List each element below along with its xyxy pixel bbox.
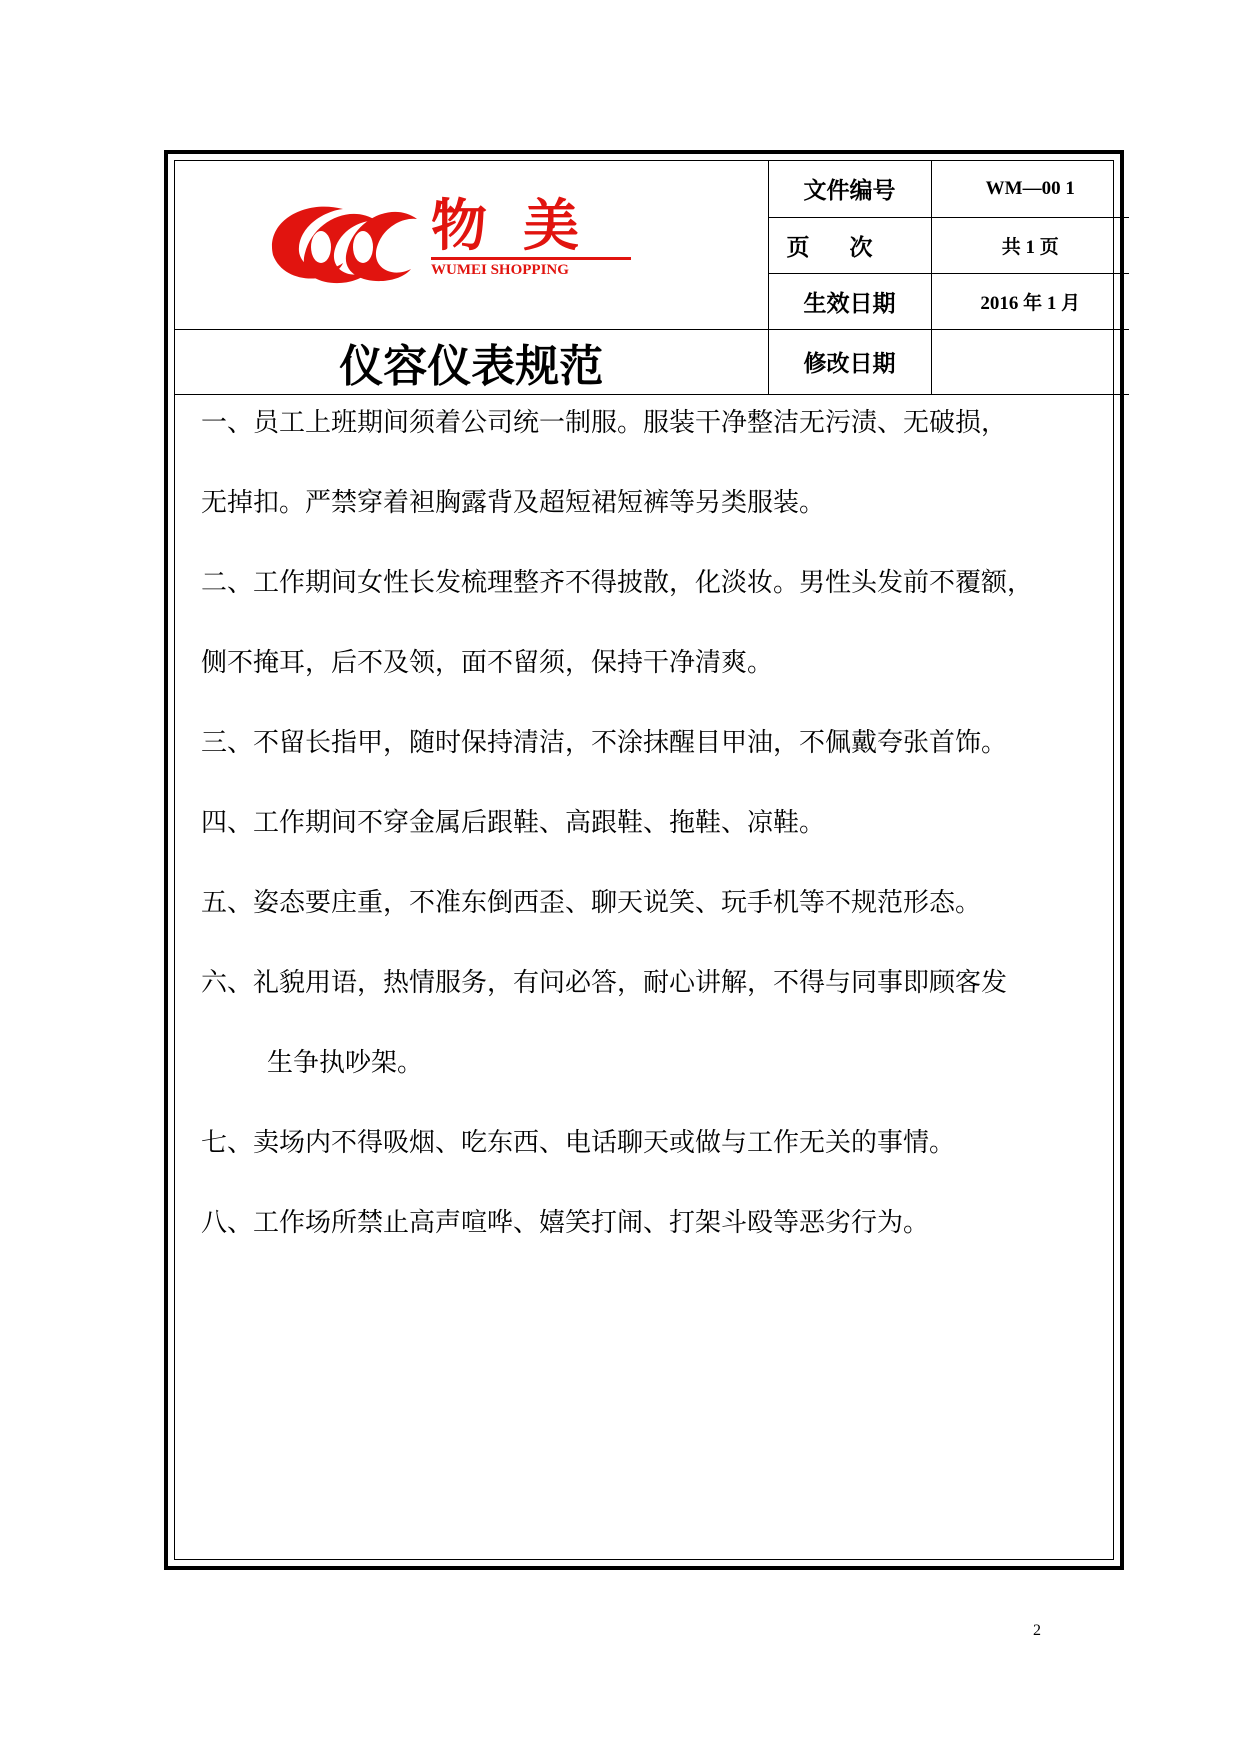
regulation-body <box>175 383 1113 1263</box>
regulation-line: 六、礼貌用语，热情服务，有问必答，耐心讲解，不得与同事即顾客发 <box>201 968 1008 998</box>
page-number: 2 <box>1033 1622 1041 1639</box>
file-number-value: WM—00 1 <box>931 161 1129 217</box>
regulation-line: 一、员工上班期间须着公司统一制服。服装干净整洁无污渍、无破损， <box>201 408 1008 438</box>
wumei-logo <box>265 191 645 291</box>
regulation-line: 生争执吵架。 <box>267 1048 424 1078</box>
file-number-label: 文件编号 <box>768 161 931 217</box>
effective-date-value: 2016 年 1 月 <box>931 273 1129 329</box>
brand-name-en: WUMEI SHOPPING <box>431 257 631 278</box>
regulation-line: 无掉扣。严禁穿着袒胸露背及超短裙短裤等另类服装。 <box>201 488 826 518</box>
brand-name-cn: 物美 <box>431 194 615 259</box>
regulation-line: 侧不掩耳，后不及领，面不留须，保持干净清爽。 <box>201 648 774 678</box>
page-count-value: 共 1 页 <box>931 217 1129 273</box>
logo-cell <box>175 161 768 329</box>
regulation-line: 七、卖场内不得吸烟、吃东西、电话聊天或做与工作无关的事情。 <box>201 1128 956 1158</box>
header-table <box>175 161 1129 395</box>
regulation-line: 三、不留长指甲，随时保持清洁，不涂抹醒目甲油，不佩戴夸张首饰。 <box>201 728 1008 758</box>
wumei-emblem-icon <box>265 191 425 291</box>
document-frame <box>164 150 1124 1570</box>
regulation-line: 五、姿态要庄重，不准东倒西歪、聊天说笑、玩手机等不规范形态。 <box>201 888 982 918</box>
document-inner-frame <box>174 160 1114 1560</box>
page-count-label: 页次 <box>768 217 931 273</box>
revision-date-label: 修改日期 <box>768 329 931 394</box>
document-title: 仪容仪表规范 <box>175 329 768 394</box>
effective-date-label: 生效日期 <box>768 273 931 329</box>
regulation-line: 二、工作期间女性长发梳理整齐不得披散，化淡妆。男性头发前不覆额， <box>201 568 1034 598</box>
regulation-line: 四、工作期间不穿金属后跟鞋、高跟鞋、拖鞋、凉鞋。 <box>201 808 826 838</box>
regulation-line: 八、工作场所禁止高声喧哗、嬉笑打闹、打架斗殴等恶劣行为。 <box>201 1208 930 1238</box>
